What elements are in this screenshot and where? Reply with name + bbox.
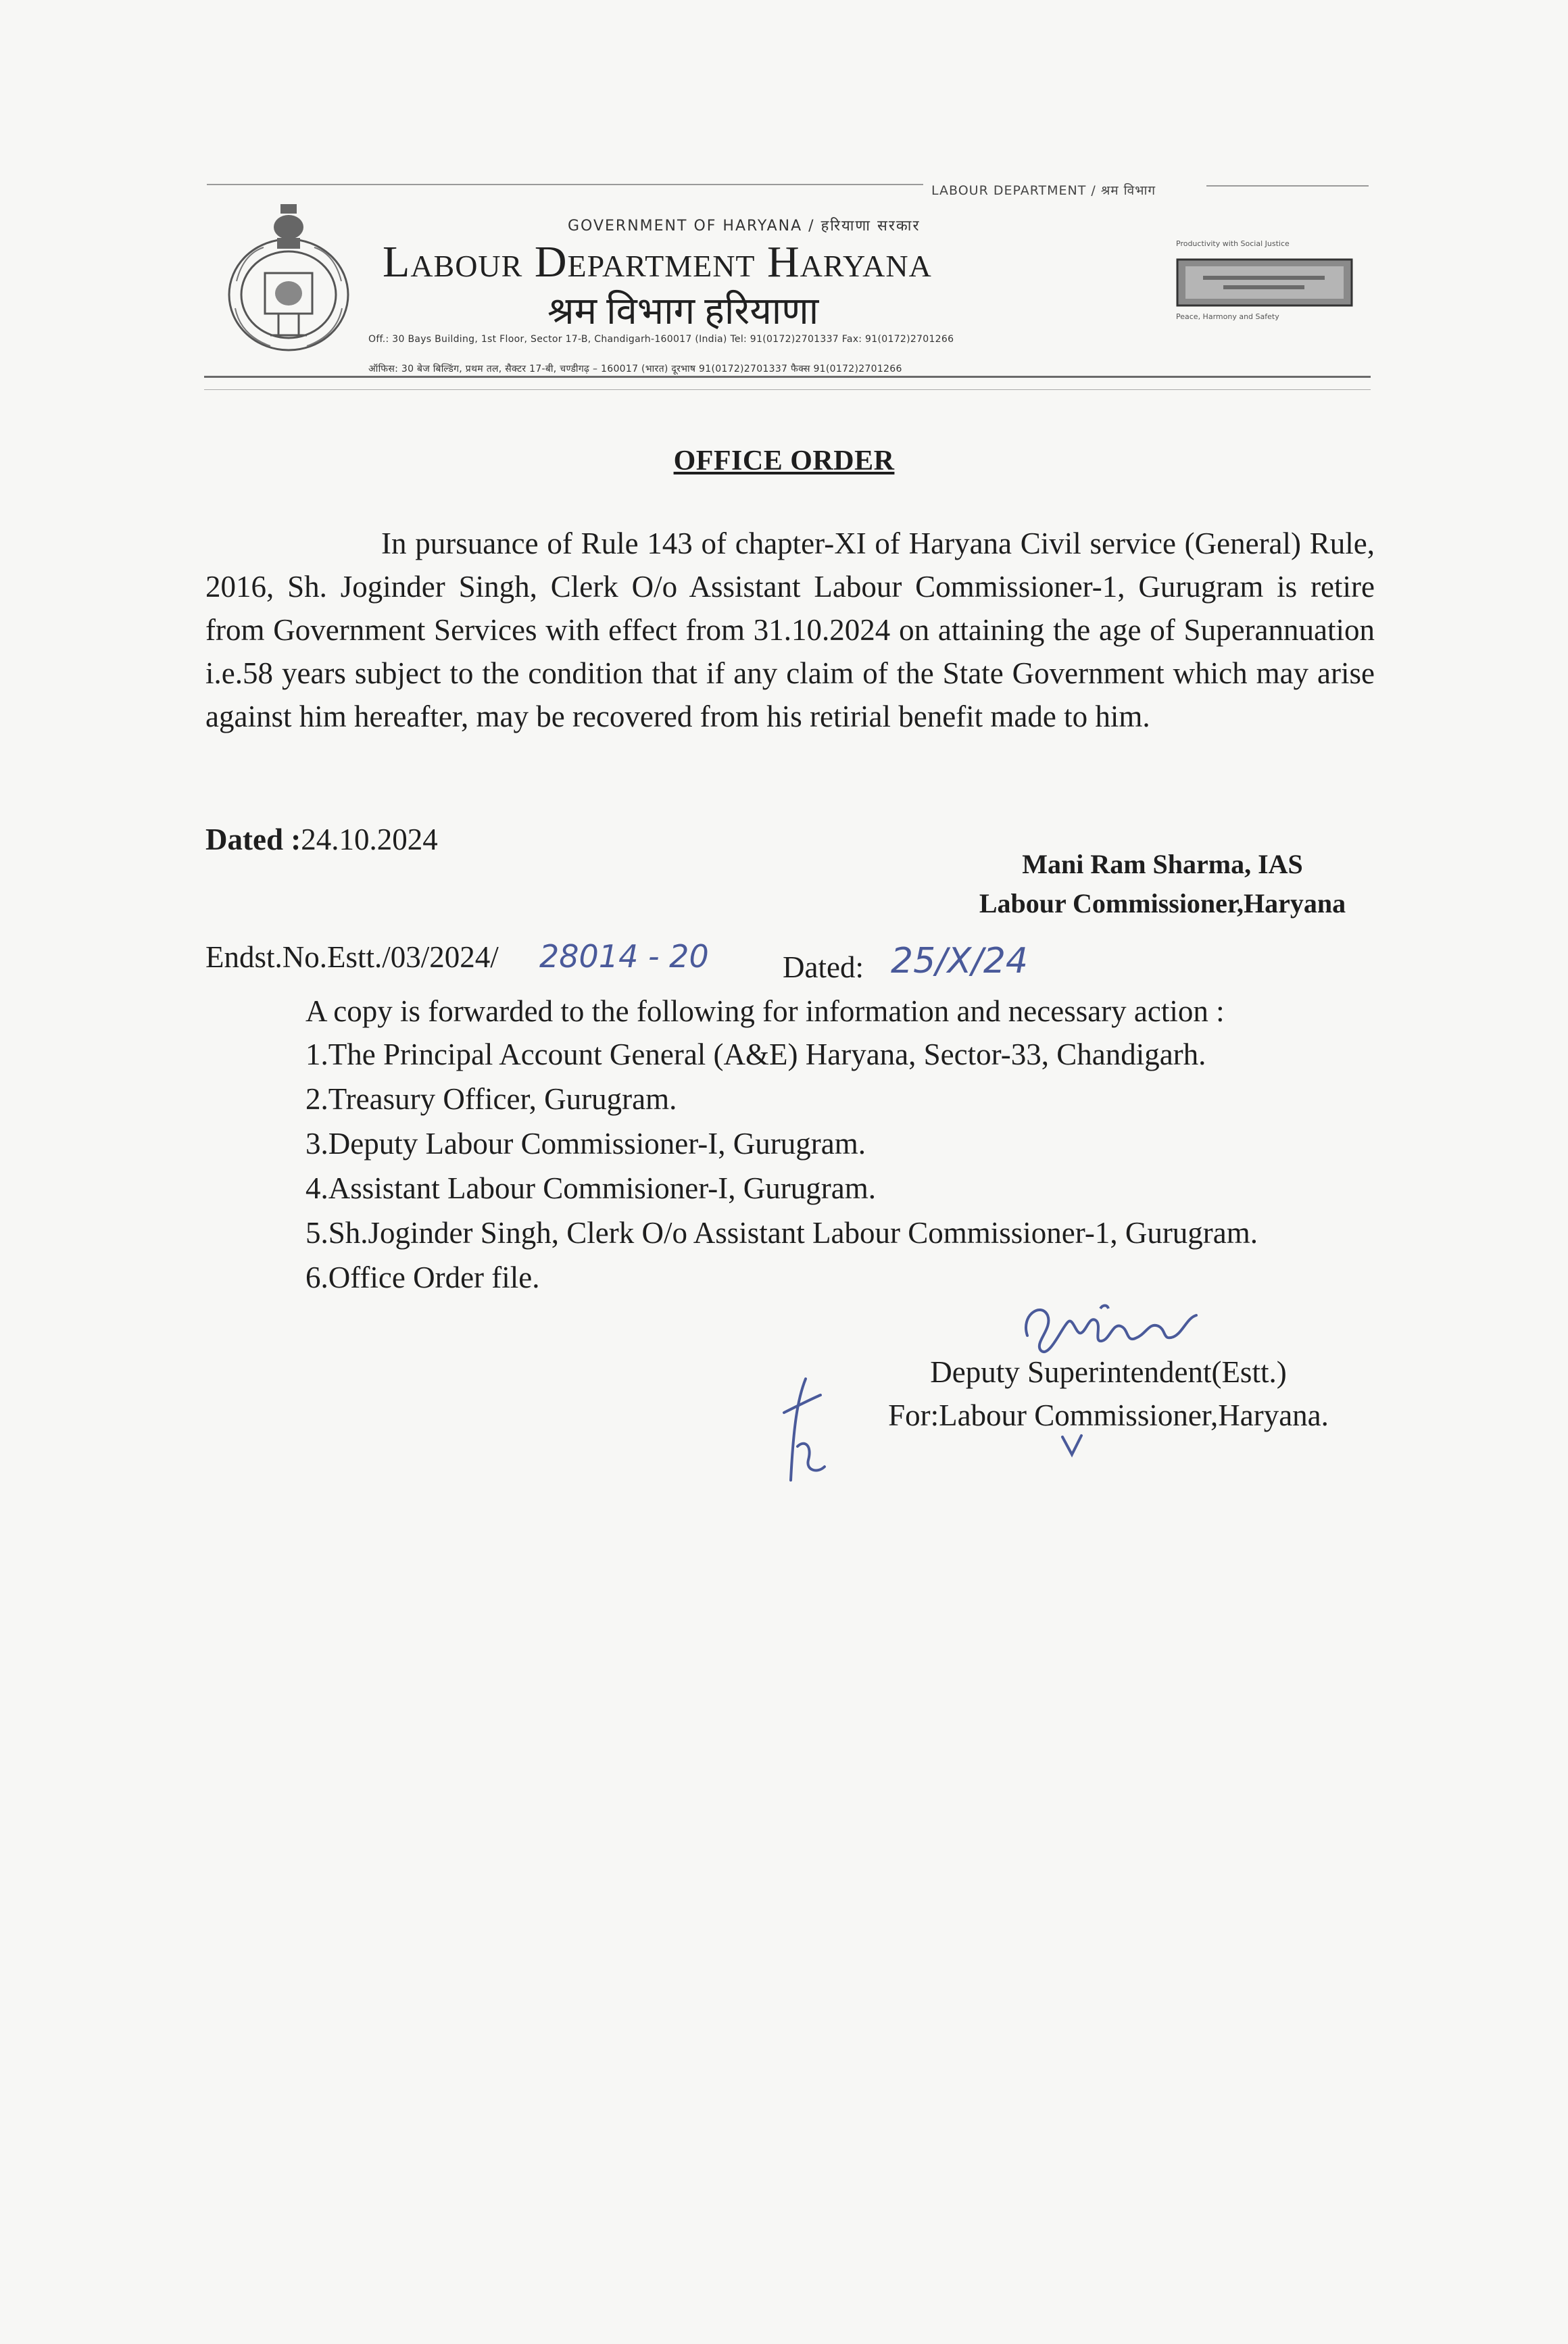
dated-value: 24.10.2024 [301, 823, 438, 856]
list-item: 3.Deputy Labour Commissioner-I, Gurugram. [305, 1127, 866, 1161]
order-paragraph: In pursuance of Rule 143 of chapter-XI of Haryana Civil service (General) Rule, 2016, Sh. Joginder Singh, Clerk O/o Assistant Labour Commissioner-1, Gurugram is retire from Government Services with effect from 31.10.2024 on attaining the age of Superannuation i.e.58 years subject to the condition that if any claim of the State Government which may arise against him hereafter, may be recovered from his retirial benefit made to him. [205, 527, 1375, 733]
letterhead-bottom-rule [204, 376, 1371, 378]
dated-label: Dated : [205, 823, 301, 856]
logo-tagline-bottom: Peace, Harmony and Safety [1176, 312, 1279, 321]
endorsement-number-label: Endst.No.Estt./03/2024/ [205, 940, 499, 974]
signer-name: Mani Ram Sharma, IAS [1022, 849, 1303, 879]
letterhead-top-rule-right [1206, 185, 1369, 187]
signatory-line-2: For:Labour Commissioner,Haryana. [888, 1398, 1329, 1432]
list-item: 2.Treasury Officer, Gurugram. [305, 1082, 677, 1116]
copy-intro: A copy is forwarded to the following for information and necessary action : [305, 994, 1225, 1028]
tick-mark-image [1058, 1432, 1085, 1459]
signer-title: Labour Commissioner,Haryana [979, 888, 1346, 919]
initials-image [777, 1372, 831, 1487]
government-line: GOVERNMENT OF HARYANA / हरियाणा सरकार [568, 218, 921, 235]
address-hindi: ऑफिस: 30 बेज बिल्डिंग, प्रथम तल, सैक्टर 17-बी, चण्डीगढ़ – 160017 (भारत) दूरभाष 91(0172)2701337 फैक्स 91(0172)2701266 [368, 364, 902, 374]
department-tag: LABOUR DEPARTMENT / श्रम विभाग [931, 183, 1156, 198]
address-english: Off.: 30 Bays Building, 1st Floor, Sector 17-B, Chandigarh-160017 (India) Tel: 91(0172)2701337 Fax: 91(0172)2701266 [368, 334, 954, 345]
handwritten-endorsement-number: 28014 - 20 [539, 938, 709, 975]
list-item: 4.Assistant Labour Commisioner-I, Gurugram. [305, 1171, 876, 1205]
list-item: 1.The Principal Account General (A&E) Haryana, Sector-33, Chandigarh. [305, 1037, 1206, 1071]
list-item: 6.Office Order file. [305, 1261, 540, 1294]
letterhead-top-rule [207, 184, 923, 185]
handwritten-endorsement-date: 25/X/24 [891, 941, 1028, 981]
signatory-line-1: Deputy Superintendent(Estt.) [930, 1355, 1287, 1389]
letterhead-bottom-rule-thin [204, 389, 1371, 390]
signer-block [953, 845, 1372, 923]
endorsement-dated-label: Dated: [783, 950, 864, 984]
haryana-emblem-icon [223, 200, 355, 356]
recipient-list [305, 1037, 1258, 1304]
department-title-hindi: श्रम विभाग हरियाणा [547, 291, 819, 333]
list-item: 5.Sh.Joginder Singh, Clerk O/o Assistant Labour Commissioner-1, Gurugram. [305, 1216, 1258, 1250]
department-title-english: Labour Department Haryana [383, 237, 932, 287]
logo-tagline-top: Productivity with Social Justice [1176, 239, 1290, 248]
signatory-block [872, 1350, 1345, 1437]
document-title: OFFICE ORDER [673, 445, 895, 477]
labour-logo-icon [1176, 257, 1353, 308]
order-date [205, 822, 438, 857]
